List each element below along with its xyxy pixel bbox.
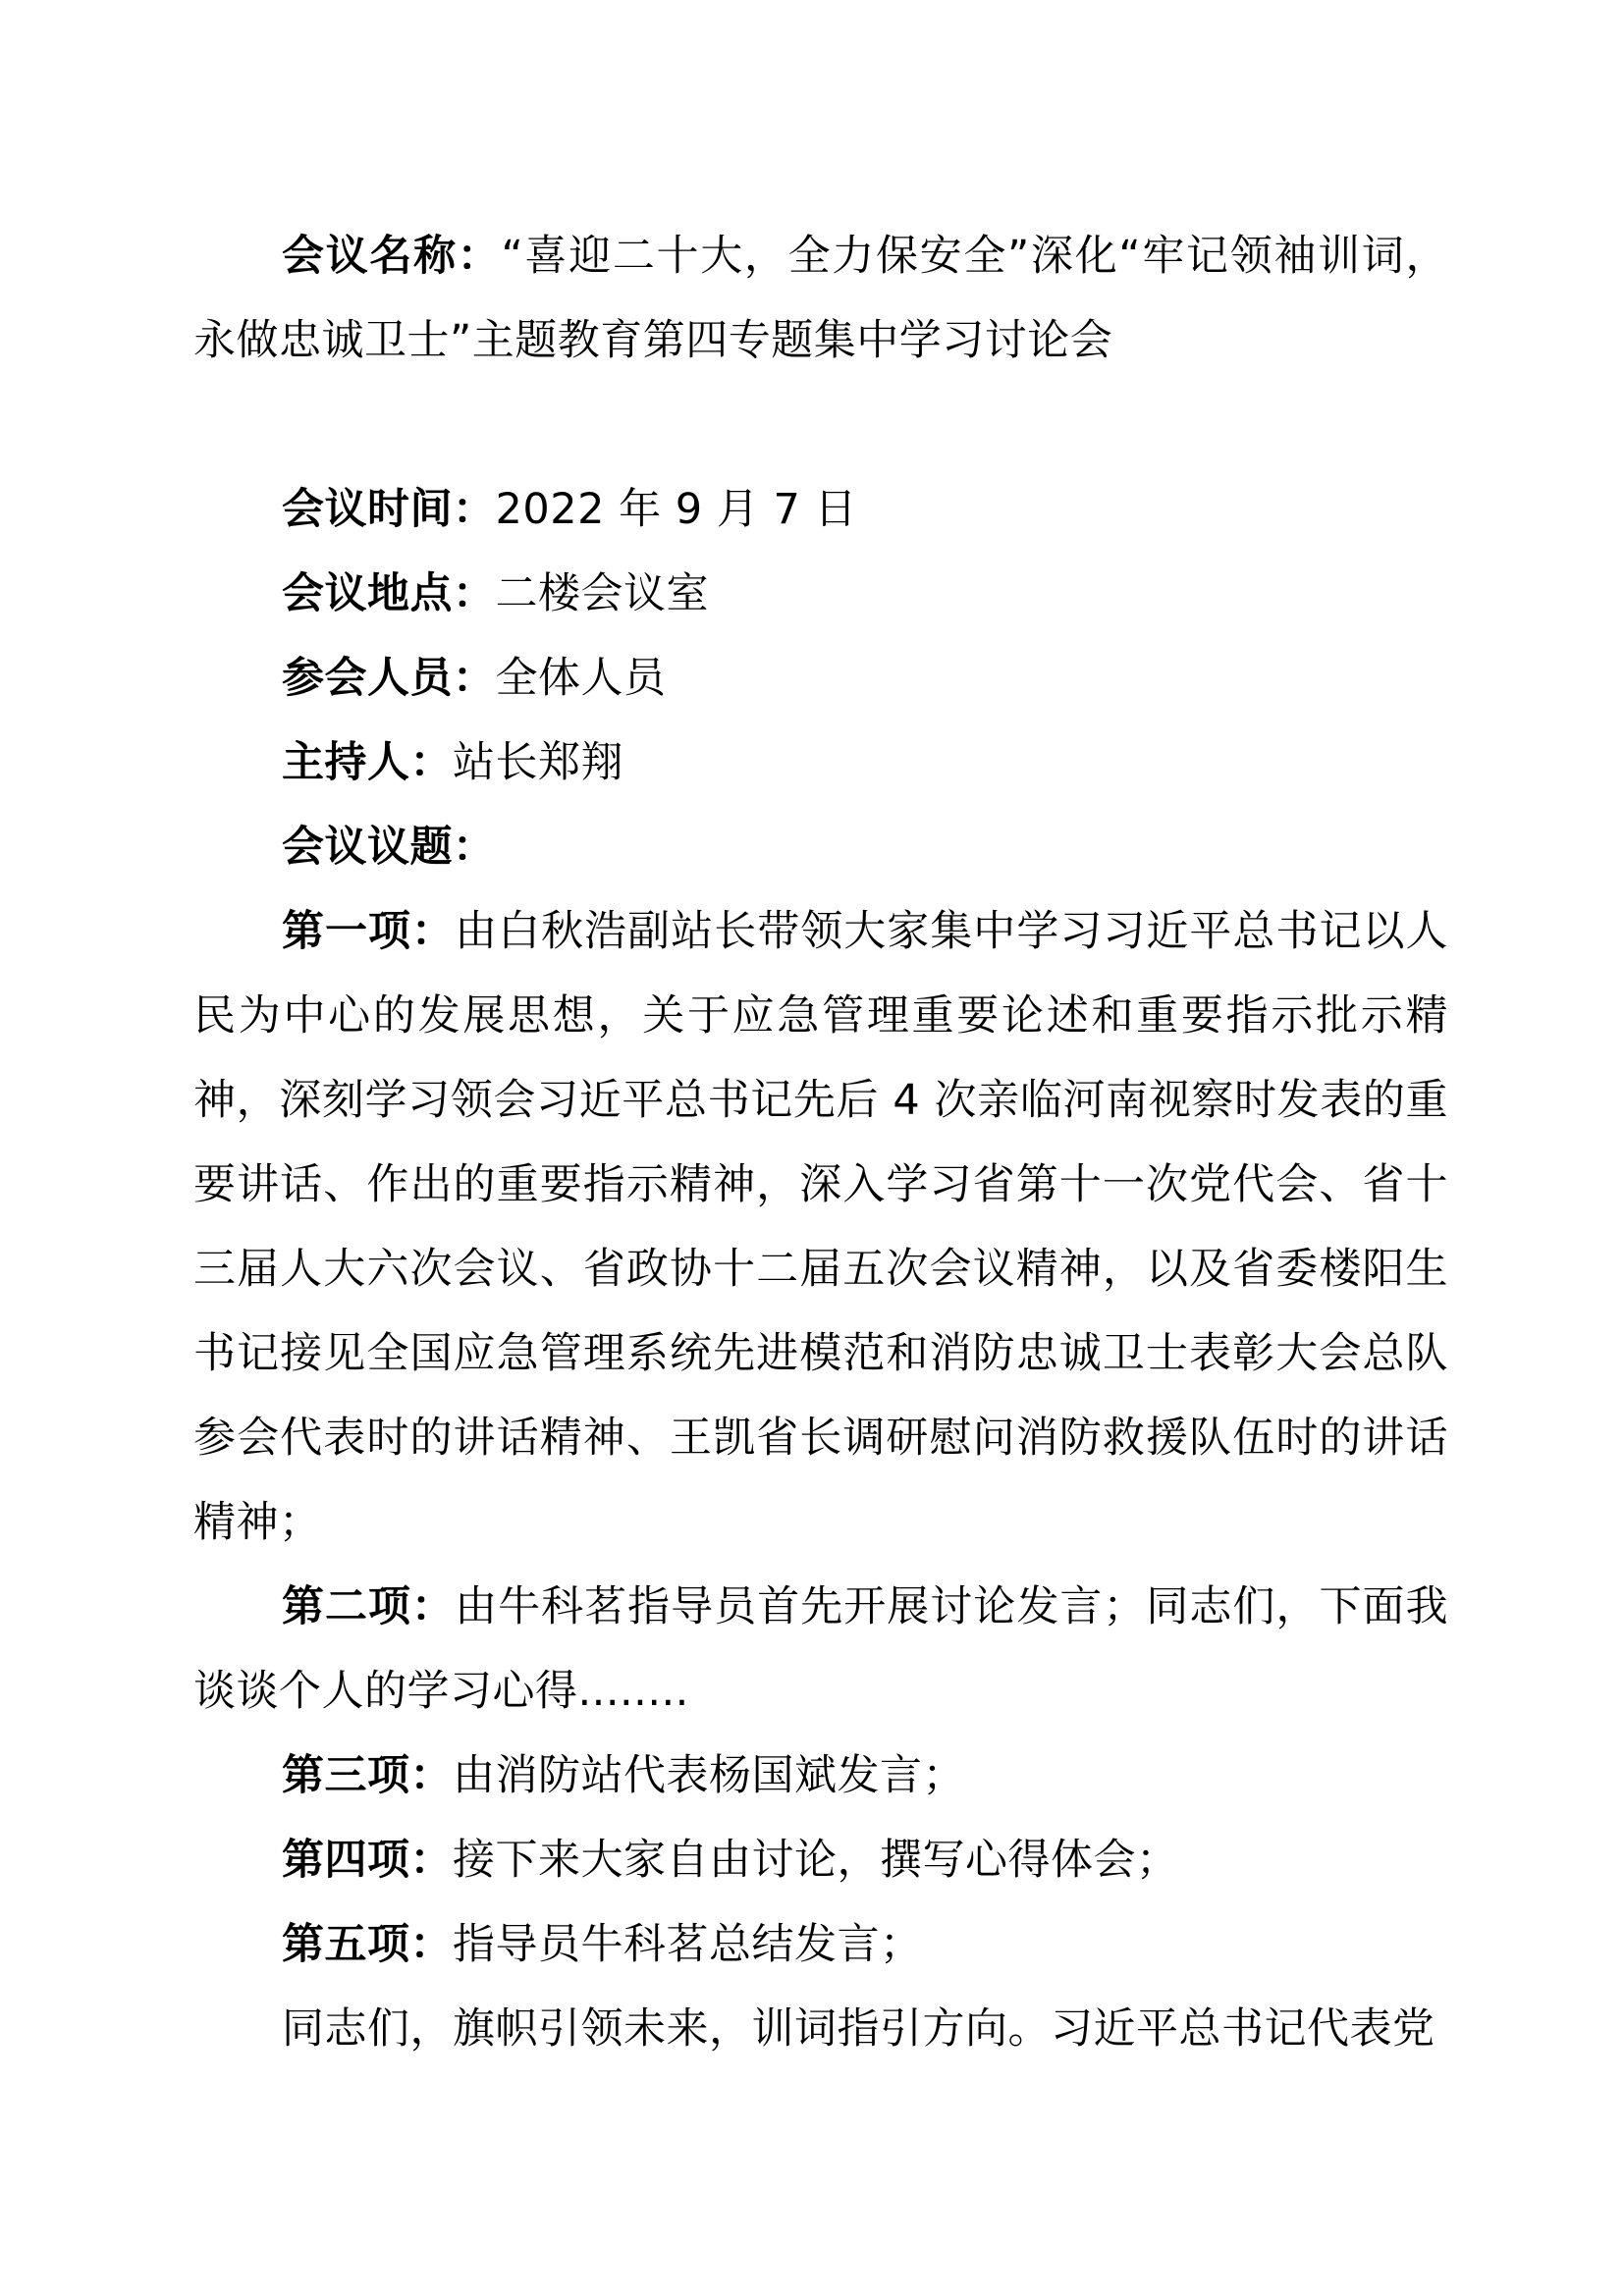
agenda-item-3 xyxy=(193,1734,1448,1818)
meeting-name-value: “喜迎二十大，全力保安全”深化“牢记领袖训词，永做忠诚卫士”主题教育第四专题集中学习讨论会 xyxy=(193,232,1449,365)
meeting-attendees xyxy=(193,636,1448,721)
agenda-item-5 xyxy=(193,1902,1448,1987)
agenda-item-label: 第二项： xyxy=(282,1582,456,1631)
meeting-host-value: 站长郑翔 xyxy=(453,738,623,787)
meeting-host-label: 主持人： xyxy=(282,738,453,787)
meeting-record xyxy=(193,214,1448,2071)
meeting-name-label: 会议名称： xyxy=(282,232,502,281)
closing-paragraph: 同志们，旗帜引领未来，训词指引方向。习近平总书记代表党 xyxy=(282,2004,1435,2054)
meeting-topics xyxy=(193,805,1448,889)
meeting-place-label: 会议地点： xyxy=(282,569,496,618)
agenda-item-4 xyxy=(193,1818,1448,1902)
meeting-time-value: 2022 年 9 月 7 日 xyxy=(495,485,857,534)
agenda-item-text: 指导员牛科茗总结发言； xyxy=(453,1920,923,1969)
agenda-item-text: 接下来大家自由讨论，撰写心得体会； xyxy=(453,1836,1179,1885)
spacer xyxy=(193,383,1448,467)
agenda-item-text: 由牛科茗指导员首先开展讨论发言；同志们，下面我谈谈个人的学习心得........ xyxy=(193,1582,1449,1716)
agenda-item-label: 第一项： xyxy=(282,907,456,956)
meeting-time xyxy=(193,467,1448,552)
agenda-item-1 xyxy=(193,889,1448,1565)
meeting-time-label: 会议时间： xyxy=(282,485,496,534)
meeting-name xyxy=(193,214,1448,383)
meeting-attendees-label: 参会人员： xyxy=(282,654,496,703)
agenda-item-label: 第四项： xyxy=(282,1836,453,1885)
meeting-attendees-value: 全体人员 xyxy=(495,654,667,703)
agenda-item-label: 第五项： xyxy=(282,1920,453,1969)
agenda-item-text: 由消防站代表杨国斌发言； xyxy=(453,1751,965,1800)
agenda-item-text: 由白秋浩副站长带领大家集中学习习近平总书记以人民为中心的发展思想，关于应急管理重要论述和重要指示批示精神，深刻学习领会习近平总书记先后 4 次亲临河南视察时发表的重要讲话、作出的重要指示精神，深入学习省第十一次党代会、省十三届人大六次会议、省政协十二届五次会议精神，以及省委楼阳生书记接见全国应急管理系统先进模范和消防忠诚卫士表彰大会总队参会代表时的讲话精神、王凯省长调研慰问消防救援队伍时的讲话精神； xyxy=(193,907,1449,1547)
meeting-place xyxy=(193,552,1448,636)
agenda-item-label: 第三项： xyxy=(282,1751,453,1800)
meeting-place-value: 二楼会议室 xyxy=(495,569,709,618)
meeting-host xyxy=(193,721,1448,805)
meeting-topics-label: 会议议题： xyxy=(282,823,496,872)
agenda-item-2 xyxy=(193,1565,1448,1734)
